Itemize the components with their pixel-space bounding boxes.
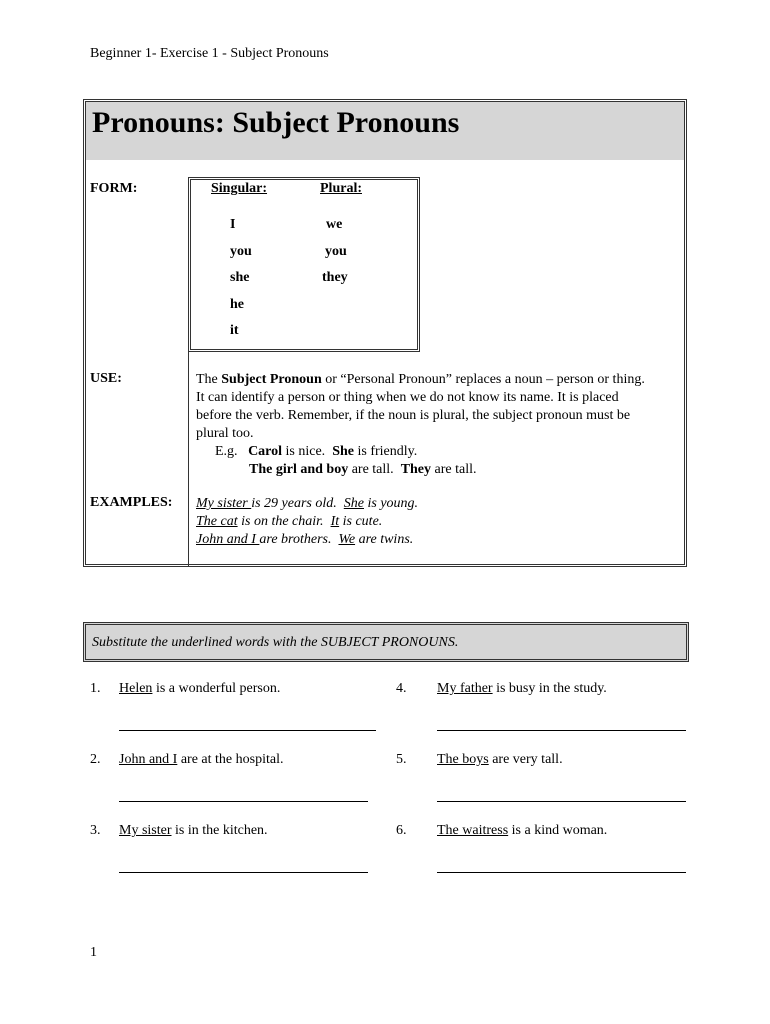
question-subject: The waitress <box>437 823 509 838</box>
question-number: 3. <box>90 823 101 838</box>
page-header: Beginner 1- Exercise 1 - Subject Pronouns <box>90 46 329 61</box>
eg-pronoun: She <box>332 444 354 459</box>
use-term: Subject Pronoun <box>221 372 322 387</box>
question-subject: My father <box>437 681 493 696</box>
question-text <box>437 752 563 768</box>
question-text <box>437 823 607 839</box>
example-pronoun: We <box>338 532 356 547</box>
eg-noun: Carol <box>248 444 283 459</box>
examples-label: EXAMPLES: <box>90 495 173 510</box>
question-number: 1. <box>90 681 101 696</box>
plural-pronoun: we <box>326 217 343 232</box>
column-divider <box>188 352 189 567</box>
task-instruction: Substitute the underlined words with the SUBJECT PRONOUNS. <box>92 635 459 650</box>
examples-list <box>196 495 418 549</box>
example-text: is cute. <box>339 514 383 529</box>
eg-noun: The girl and boy <box>249 462 349 477</box>
use-text: before the verb. Remember, if the noun is plural, the subject pronoun must be <box>196 408 631 423</box>
example-pronoun: It <box>330 514 340 529</box>
form-table <box>188 177 420 352</box>
eg-text: is friendly. <box>353 444 418 459</box>
eg-pronoun: They <box>400 462 432 477</box>
answer-line[interactable] <box>437 801 686 802</box>
answer-line[interactable] <box>437 730 686 731</box>
singular-pronoun: he <box>230 297 244 312</box>
answer-line[interactable] <box>119 872 368 873</box>
example-text: is 29 years old. <box>251 496 344 511</box>
question-rest: are at the hospital. <box>177 752 284 767</box>
example-text: are brothers. <box>259 532 339 547</box>
question-number: 5. <box>396 752 407 767</box>
task-instruction-box <box>83 622 689 662</box>
answer-line[interactable] <box>119 801 368 802</box>
question-subject: Helen <box>119 681 153 696</box>
example-noun: John and I <box>196 532 260 547</box>
page-number: 1 <box>90 945 97 960</box>
plural-heading: Plural: <box>320 181 362 196</box>
example-text: is on the chair. <box>237 514 331 529</box>
question-rest: is a kind woman. <box>508 823 608 838</box>
question-text <box>119 681 280 697</box>
question-subject: The boys <box>437 752 489 767</box>
example-noun: The cat <box>196 514 238 529</box>
title-band <box>86 102 684 160</box>
question-text <box>119 752 283 768</box>
use-label: USE: <box>90 371 122 386</box>
singular-pronoun: it <box>230 323 239 338</box>
eg-text: is nice. <box>282 444 333 459</box>
use-text: plural too. <box>196 426 254 441</box>
question-number: 4. <box>396 681 407 696</box>
question-rest: is busy in the study. <box>492 681 607 696</box>
eg-text: are tall. <box>431 462 477 477</box>
question-rest: is a wonderful person. <box>152 681 281 696</box>
eg-text: are tall. <box>348 462 401 477</box>
answer-line[interactable] <box>119 730 376 731</box>
question-number: 6. <box>396 823 407 838</box>
use-text: or “Personal Pronoun” replaces a noun – person or thing. <box>321 372 645 387</box>
question-rest: is in the kitchen. <box>171 823 268 838</box>
example-noun: My sister <box>196 496 252 511</box>
answer-line[interactable] <box>437 872 686 873</box>
singular-pronoun: she <box>230 270 250 285</box>
question-subject: John and I <box>119 752 178 767</box>
use-text: The <box>196 372 222 387</box>
question-text <box>119 823 268 839</box>
singular-pronoun: I <box>230 217 236 232</box>
plural-pronoun: they <box>322 270 348 285</box>
example-pronoun: She <box>343 496 364 511</box>
singular-pronoun: you <box>230 244 252 259</box>
singular-heading: Singular: <box>211 181 268 196</box>
example-text: are twins. <box>355 532 414 547</box>
example-text: is young. <box>364 496 419 511</box>
question-rest: are very tall. <box>488 752 563 767</box>
use-text: It can identify a person or thing when we do not know its name. It is placed <box>196 390 619 405</box>
plural-pronoun: you <box>325 244 347 259</box>
question-text <box>437 681 607 697</box>
question-subject: My sister <box>119 823 172 838</box>
form-label: FORM: <box>90 181 138 196</box>
question-number: 2. <box>90 752 101 767</box>
lesson-title: Pronouns: Subject Pronouns <box>92 106 460 139</box>
eg-prefix: E.g. <box>215 444 249 459</box>
use-description <box>196 371 686 479</box>
